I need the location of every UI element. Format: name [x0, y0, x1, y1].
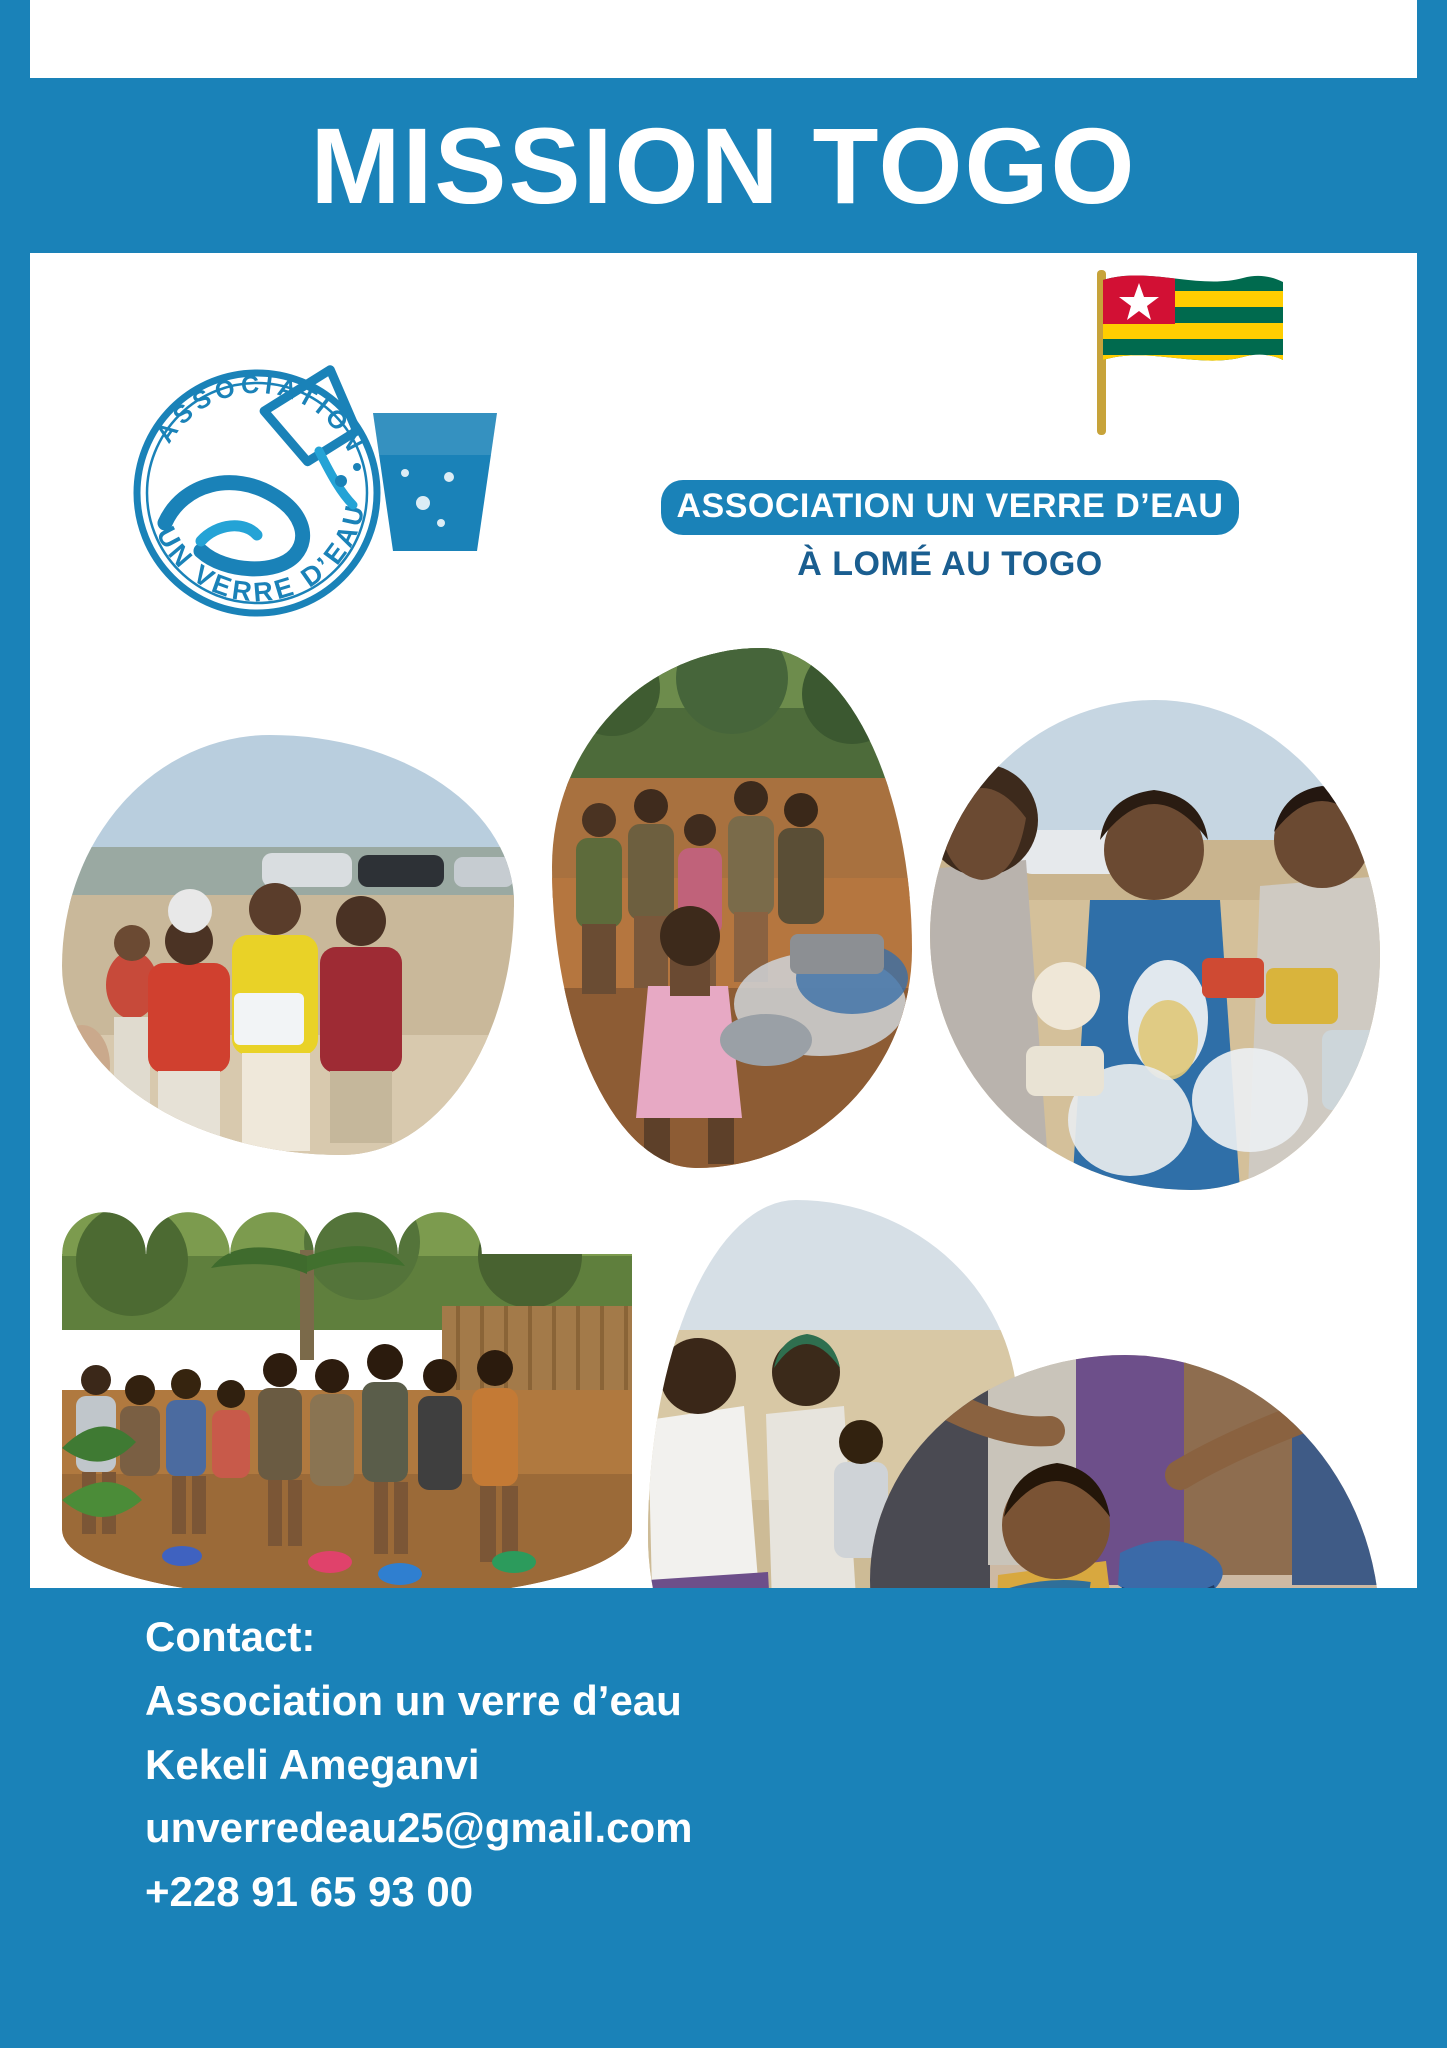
contact-phone[interactable]: +228 91 65 93 00: [145, 1868, 474, 1916]
svg-text:UN VERRE D’EAU: UN VERRE D’EAU: [150, 499, 371, 608]
page-title: MISSION TOGO: [310, 104, 1137, 226]
contact-email[interactable]: unverredeau25@gmail.com: [145, 1804, 693, 1852]
photo-distribution-plage-image: [62, 735, 514, 1155]
association-name-primary: ASSOCIATION UN VERRE D’EAU: [661, 480, 1240, 535]
association-name-block: [530, 480, 1370, 584]
association-location: À LOMÉ AU TOGO: [797, 545, 1103, 583]
header-band: [0, 78, 1447, 253]
photo-distribution-plage: [62, 735, 514, 1155]
association-logo: [105, 355, 510, 625]
logo-graphic: [105, 355, 510, 625]
photo-enfants-file-attente-image: [552, 648, 912, 1168]
svg-text:ASSOCIATION: ASSOCIATION: [150, 370, 371, 460]
togo-flag-icon: [1103, 274, 1283, 384]
photo-femmes-sacs-vivres-image: [930, 700, 1380, 1190]
contact-organisation: Association un verre d’eau: [145, 1676, 682, 1724]
photo-groupe-enfants-village: [62, 1210, 632, 1600]
photo-groupe-enfants-village-image: [62, 1210, 632, 1600]
togo-flag: [1085, 270, 1295, 435]
contact-block: [145, 1605, 693, 1924]
contact-label: Contact:: [145, 1613, 316, 1660]
photo-enfants-file-attente: [552, 648, 912, 1168]
photo-femmes-sacs-vivres: [930, 700, 1380, 1190]
contact-person: Kekeli Ameganvi: [145, 1740, 480, 1788]
